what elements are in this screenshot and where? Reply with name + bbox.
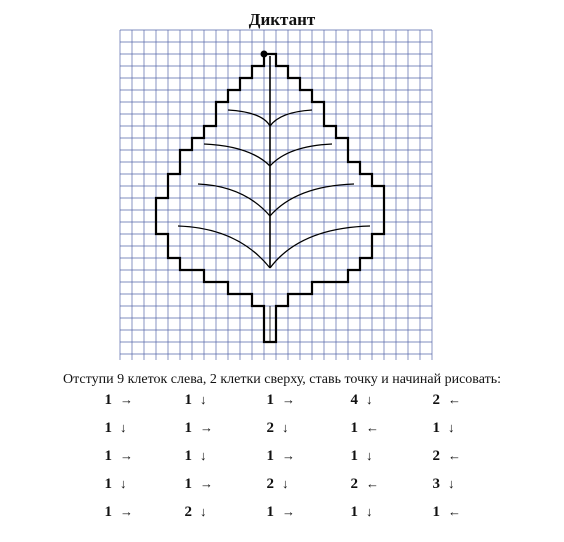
step-count: 1 — [350, 504, 358, 520]
page-title: Диктант — [248, 10, 316, 29]
vein — [198, 184, 270, 216]
step-count: 1 — [432, 504, 440, 520]
step-count: 1 — [266, 504, 274, 520]
step-cell — [426, 448, 461, 465]
step-count: 1 — [104, 392, 112, 408]
step-cell — [178, 392, 207, 409]
step-count: 3 — [432, 476, 440, 492]
arrow-left-icon: ← — [448, 392, 461, 407]
arrow-right-icon: → — [120, 504, 133, 519]
step-cell — [178, 420, 213, 437]
arrow-down-icon: ↓ — [120, 476, 127, 491]
arrow-down-icon: ↓ — [366, 392, 373, 407]
step-count: 1 — [266, 448, 274, 464]
arrow-down-icon: ↓ — [282, 420, 289, 435]
step-cell — [178, 476, 213, 493]
step-count: 1 — [104, 420, 112, 436]
vein — [204, 144, 270, 166]
step-count: 2 — [266, 420, 274, 436]
step-count: 2 — [350, 476, 358, 492]
step-cell — [98, 420, 127, 437]
step-count: 1 — [104, 504, 112, 520]
step-cell — [260, 476, 289, 493]
arrow-down-icon: ↓ — [282, 476, 289, 491]
step-cell — [344, 448, 373, 465]
step-cell — [98, 448, 133, 465]
step-count: 4 — [350, 392, 358, 408]
step-count: 1 — [184, 448, 192, 464]
vein — [270, 226, 370, 268]
leaf-veins — [178, 110, 370, 268]
step-cell — [426, 392, 461, 409]
arrow-right-icon: → — [120, 392, 133, 407]
step-cell — [344, 420, 379, 437]
arrow-left-icon: ← — [448, 448, 461, 463]
step-cell — [344, 392, 373, 409]
step-cell — [426, 420, 455, 437]
arrow-right-icon: → — [282, 448, 295, 463]
step-count: 1 — [266, 392, 274, 408]
arrow-right-icon: → — [282, 392, 295, 407]
arrow-down-icon: ↓ — [200, 392, 207, 407]
arrow-down-icon: ↓ — [200, 448, 207, 463]
step-count: 1 — [184, 420, 192, 436]
step-cell — [260, 448, 295, 465]
step-count: 2 — [432, 392, 440, 408]
arrow-right-icon: → — [200, 476, 213, 491]
arrow-down-icon: ↓ — [448, 420, 455, 435]
step-count: 1 — [104, 476, 112, 492]
step-cell — [426, 504, 461, 521]
arrow-right-icon: → — [200, 420, 213, 435]
arrow-left-icon: ← — [366, 420, 379, 435]
arrow-down-icon: ↓ — [120, 420, 127, 435]
step-count: 1 — [104, 448, 112, 464]
arrow-down-icon: ↓ — [200, 504, 207, 519]
step-cell — [98, 504, 133, 521]
step-count: 2 — [266, 476, 274, 492]
step-count: 1 — [350, 420, 358, 436]
step-cell — [260, 420, 289, 437]
step-count: 1 — [184, 392, 192, 408]
step-cell — [260, 392, 295, 409]
step-count: 1 — [432, 420, 440, 436]
step-cell — [344, 476, 379, 493]
arrow-right-icon: → — [282, 504, 295, 519]
step-cell — [178, 448, 207, 465]
arrow-right-icon: → — [120, 448, 133, 463]
step-cell — [98, 476, 127, 493]
step-cell — [426, 476, 455, 493]
step-cell — [178, 504, 207, 521]
step-count: 2 — [432, 448, 440, 464]
start-dot — [261, 51, 268, 58]
instruction-text: Отступи 9 клеток слева, 2 клетки сверху, ставь точку и начинай рисовать: — [63, 372, 501, 387]
step-count: 1 — [350, 448, 358, 464]
arrow-down-icon: ↓ — [366, 448, 373, 463]
vein — [270, 144, 332, 166]
step-count: 2 — [184, 504, 192, 520]
arrow-left-icon: ← — [448, 504, 461, 519]
step-count: 1 — [184, 476, 192, 492]
step-cell — [260, 504, 295, 521]
arrow-down-icon: ↓ — [366, 504, 373, 519]
step-cell — [344, 504, 373, 521]
arrow-left-icon: ← — [366, 476, 379, 491]
step-cell — [98, 392, 133, 409]
arrow-down-icon: ↓ — [448, 476, 455, 491]
